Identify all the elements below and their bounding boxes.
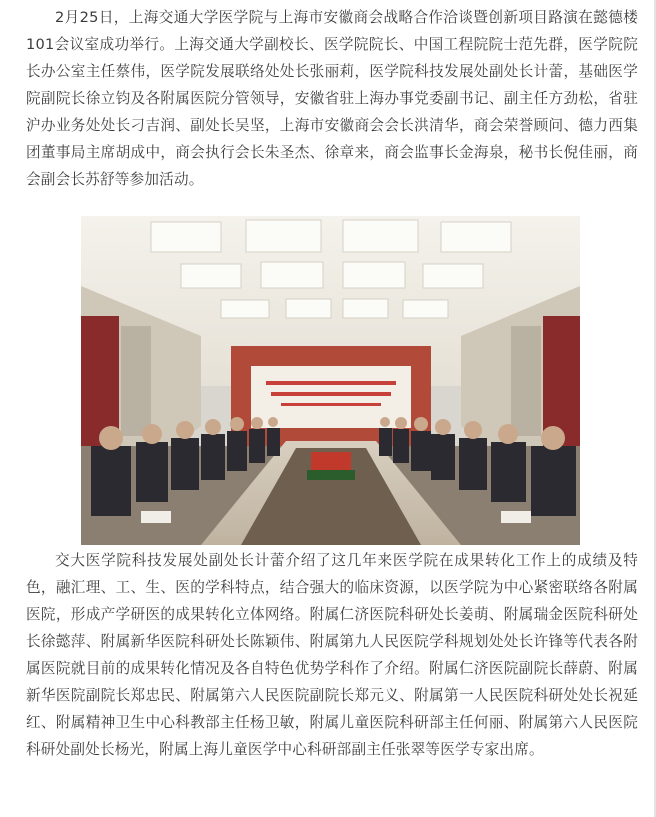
- article-paragraph-1: 2月25日，上海交通大学医学院与上海市安徽商会战略合作洽谈暨创新项目路演在懿德楼101会议室成功举行。上海交通大学副校长、医学院院长、中国工程院院士范先群，医学院院长办公室主任蔡伟，医学院发展联络处处长张丽莉，医学院科技发展处副处长计蕾，基础医学院副院长徐立钧及各附属医院分管领导，安徽省驻上海办事党委副书记、副主任方劲松，省驻沪办业务处处长刁吉润、副处长吴坚，上海市安徽商会会长洪清华，商会荣誉顾问、德力西集团董事局主席胡成中，商会执行会长朱圣杰、徐章来，商会监事长金海泉，秘书长倪佳丽，商会副会长苏舒等参加活动。: [26, 9, 638, 188]
- meeting-photo: [81, 216, 580, 545]
- article-paragraph-2: 交大医学院科技发展处副处长计蕾介绍了这几年来医学院在成果转化工作上的成绩及特色，融汇理、工、生、医的学科特点，结合强大的临床资源，以医学院为中心紧密联络各附属医院，形成产学研医的成果转化立体网络。附属仁济医院科研处长姜萌、附属瑞金医院科研处长徐懿萍、附属新华医院科研处长陈颖伟、附属第九人民医院学科规划处处长许锋等代表各附属医院就目前的成果转化情况及各自特色优势学科作了介绍。附属仁济医院副院长薛蔚、附属新华医院副院长郑忠民、附属第六人民医院副院长郑元义、附属第一人民医院科研处处长祝延红、附属精神卫生中心科教部主任杨卫敏，附属儿童医院科研部主任何丽、附属第六人民医院科研处副处长杨光，附属上海儿童医学中心科研部副主任张翠等医学专家出席。: [26, 552, 638, 758]
